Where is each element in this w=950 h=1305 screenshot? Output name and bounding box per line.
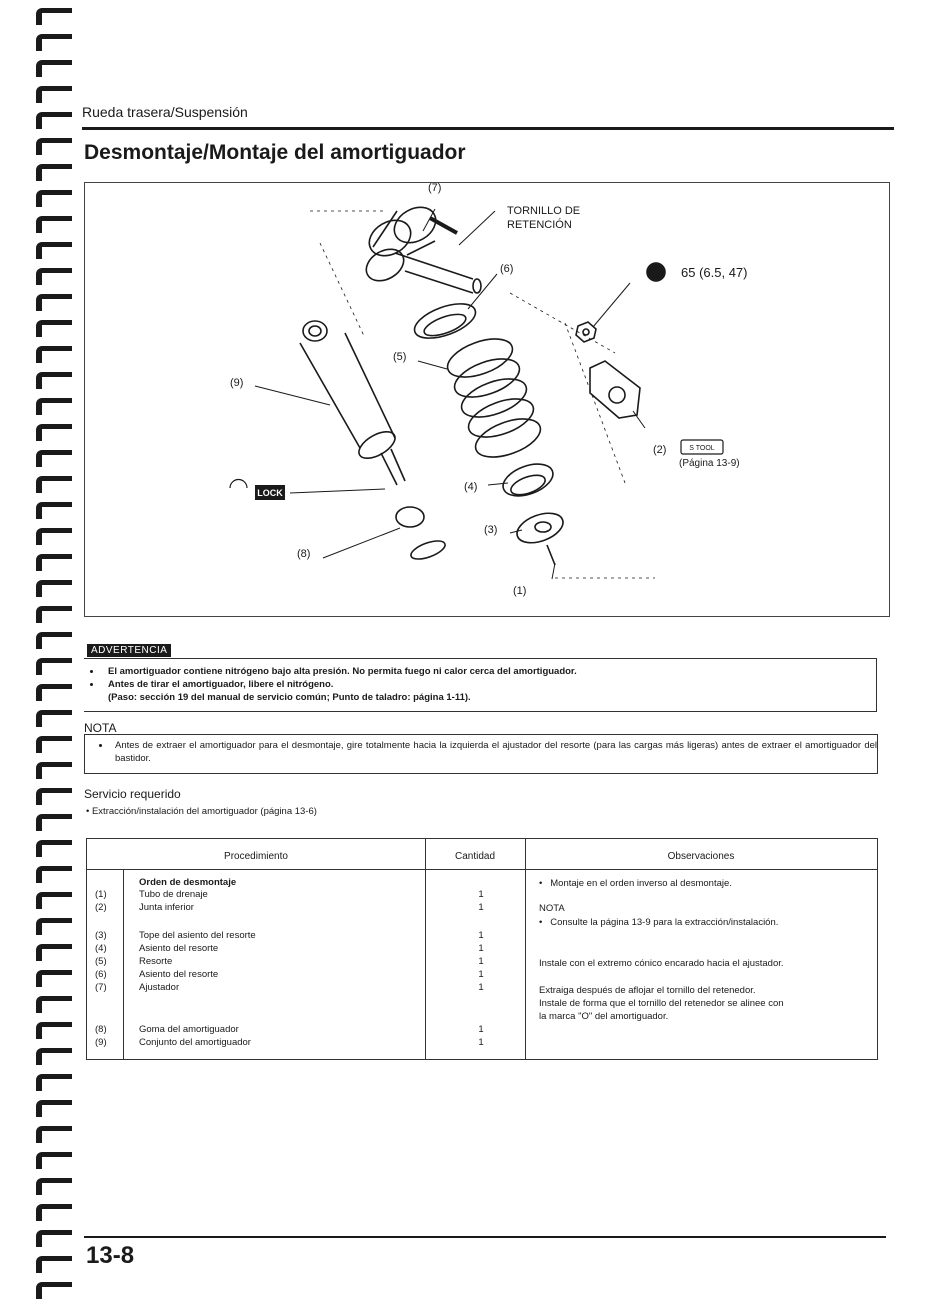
binding-ring [36,840,72,857]
binding-ring [36,528,72,545]
binding-ring [36,710,72,727]
row-part-name: Tope del asiento del resorte [139,930,256,941]
table-num-divider [123,869,124,1059]
binding-ring [36,476,72,493]
binding-ring [36,216,72,233]
binding-ring [36,60,72,77]
row-number: (1) [95,889,107,900]
shock-absorber-diagram [85,183,889,616]
binding-ring [36,892,72,909]
svg-text:LOCK: LOCK [257,488,283,498]
binding-ring [36,814,72,831]
binding-ring [36,112,72,129]
callout-1: (1) [513,585,527,597]
warning-item: (Paso: sección 19 del manual de servicio común; Punto de taladro: página 1-11). [108,691,471,703]
row-part-name: Goma del amortiguador [139,1024,239,1035]
binding-ring [36,554,72,571]
binding-ring [36,1230,72,1247]
obs-nota-label: NOTA [539,903,565,914]
row-quantity: 1 [478,969,484,980]
row-quantity: 1 [478,956,484,967]
callout-4: (4) [464,481,478,493]
tool-page-ref: (Página 13-9) [679,458,740,469]
spring-part [443,331,546,464]
obs-adjuster-1: Extraiga después de aflojar el tornillo del retenedor. [539,985,756,996]
obs-adjuster-3: la marca "O" del amortiguador. [539,1011,669,1022]
callout-bolt-line1: TORNILLO DE [507,205,581,217]
row-part-name: Resorte [139,956,173,967]
binding-ring [36,346,72,363]
row-quantity: 1 [478,902,484,913]
binding-ring [36,372,72,389]
nota-text: • Antes de extraer el amortiguador para el desmontaje, gire totalmente hacia la izquierda el ajustador del resorte (para las cargas más ligeras) antes de extraer el amortiguador del bastidor. [111,739,877,766]
binding-ring [36,1178,72,1195]
obs-spring: Instale con el extremo cónico encarado hacia el ajustador. [539,958,784,969]
service-item: • Extracción/instalación del amortiguador (página 13-6) [86,806,317,817]
row-quantity: 1 [478,943,484,954]
row-part-name: Asiento del resorte [139,943,219,954]
binding-ring [36,1022,72,1039]
nota-label: NOTA [84,721,117,735]
binding-ring [36,294,72,311]
binding-ring [36,1100,72,1117]
row-number: (9) [95,1037,107,1048]
binding-ring [36,242,72,259]
callout-6: (6) [500,263,514,275]
drain-tube [547,545,555,565]
header-rule [82,127,894,130]
binding-ring [36,424,72,441]
table-header-rule [87,869,877,870]
binding-ring [36,1204,72,1221]
binding-ring [36,190,72,207]
binding-ring [36,580,72,597]
torque-value: 65 (6.5, 47) [681,265,748,280]
binding-ring [36,866,72,883]
binding-ring [36,944,72,961]
row-quantity: 1 [478,1037,484,1048]
service-title: Servicio requerido [84,787,181,801]
binding-ring [36,502,72,519]
table-col-divider [425,839,426,1059]
row-number: (5) [95,956,107,967]
table-col-divider [525,839,526,1059]
binding-ring [36,268,72,285]
binding-ring [36,398,72,415]
binding-ring [36,762,72,779]
callout-5: (5) [393,351,407,363]
row-part-name: Conjunto del amortiguador [139,1037,251,1048]
row-number: (3) [95,930,107,941]
shock-rubber [396,507,424,527]
footer-rule [84,1236,886,1238]
binding-ring [36,918,72,935]
header-quantity: Cantidad [454,851,496,862]
binding-ring [36,632,72,649]
binding-ring [36,1126,72,1143]
binding-ring [36,606,72,623]
warning-badge: ADVERTENCIA [87,644,171,657]
svg-text:S TOOL: S TOOL [689,445,715,452]
obs-nota: • Consulte la página 13-9 para la extracción/instalación. [539,917,779,928]
row-quantity: 1 [478,930,484,941]
section-header: Rueda trasera/Suspensión [82,104,248,120]
warning-item: • Antes de tirar el amortiguador, libere el nitrógeno. [102,679,876,692]
callout-7: (7) [428,182,442,194]
callout-2: (2) [653,444,667,456]
binding-ring [36,8,72,25]
row-number: (6) [95,969,107,980]
service-item-text: Extracción/instalación del amortiguador (página 13-6) [91,806,317,817]
binding-ring [36,684,72,701]
header-procedure: Procedimiento [224,851,288,862]
lock-tag-icon [230,480,285,501]
obs-adjuster-2: Instale de forma que el tornillo del retenedor se alinee con [539,998,784,1009]
binding-ring [36,34,72,51]
binding-ring [36,86,72,103]
binding-ring [36,736,72,753]
row-number: (7) [95,982,107,993]
row-part-name: Asiento del resorte [139,969,219,980]
nota-box [84,734,878,774]
obs-mount: • Montaje en el orden inverso al desmontaje. [539,878,732,889]
adjuster-part [361,200,481,293]
binding-ring [36,970,72,987]
procedure-table [86,838,878,1060]
binding-ring [36,164,72,181]
page-title: Desmontaje/Montaje del amortiguador [84,141,466,164]
torque-wrench-icon [647,263,665,281]
row-quantity: 1 [478,889,484,900]
callout-8: (8) [297,548,311,560]
binding-ring [36,450,72,467]
row-part-name: Junta inferior [139,902,194,913]
shock-body [300,321,405,485]
binding-ring [36,1048,72,1065]
callout-9: (9) [230,377,244,389]
binding-ring [36,788,72,805]
row-number: (4) [95,943,107,954]
row-part-name: Tubo de drenaje [139,889,208,900]
row-number: (8) [95,1024,107,1035]
row-number: (2) [95,902,107,913]
page-number: 13-8 [86,1242,135,1269]
binding-ring [36,658,72,675]
exploded-view-figure [84,182,890,617]
binding-ring [36,138,72,155]
row-quantity: 1 [478,1024,484,1035]
warning-box [84,658,877,712]
header-observations: Observaciones [667,851,735,862]
callout-bolt-line2: RETENCIÓN [507,219,572,231]
binding-ring [36,320,72,337]
warning-item: • El amortiguador contiene nitrógeno bajo alta presión. No permita fuego ni calor cerca del amortiguador. [102,666,876,679]
spiral-binding [30,0,80,1305]
spring-seat-lower [499,458,557,502]
spring-seat-upper [410,297,480,345]
row-part-name: Ajustador [139,982,180,993]
binding-ring [36,1256,72,1273]
binding-ring [36,1152,72,1169]
binding-ring [36,996,72,1013]
order-title: Orden de desmontaje [139,877,237,888]
callout-3: (3) [484,524,498,536]
special-tool-icon [681,440,723,454]
obs-mount-text: Montaje en el orden inverso al desmontaje. [550,878,732,889]
row-quantity: 1 [478,982,484,993]
obs-nota-text: Consulte la página 13-9 para la extracción/instalación. [550,917,779,928]
binding-ring [36,1074,72,1091]
o-ring [409,537,448,562]
seat-stopper [513,508,567,549]
binding-ring [36,1282,72,1299]
